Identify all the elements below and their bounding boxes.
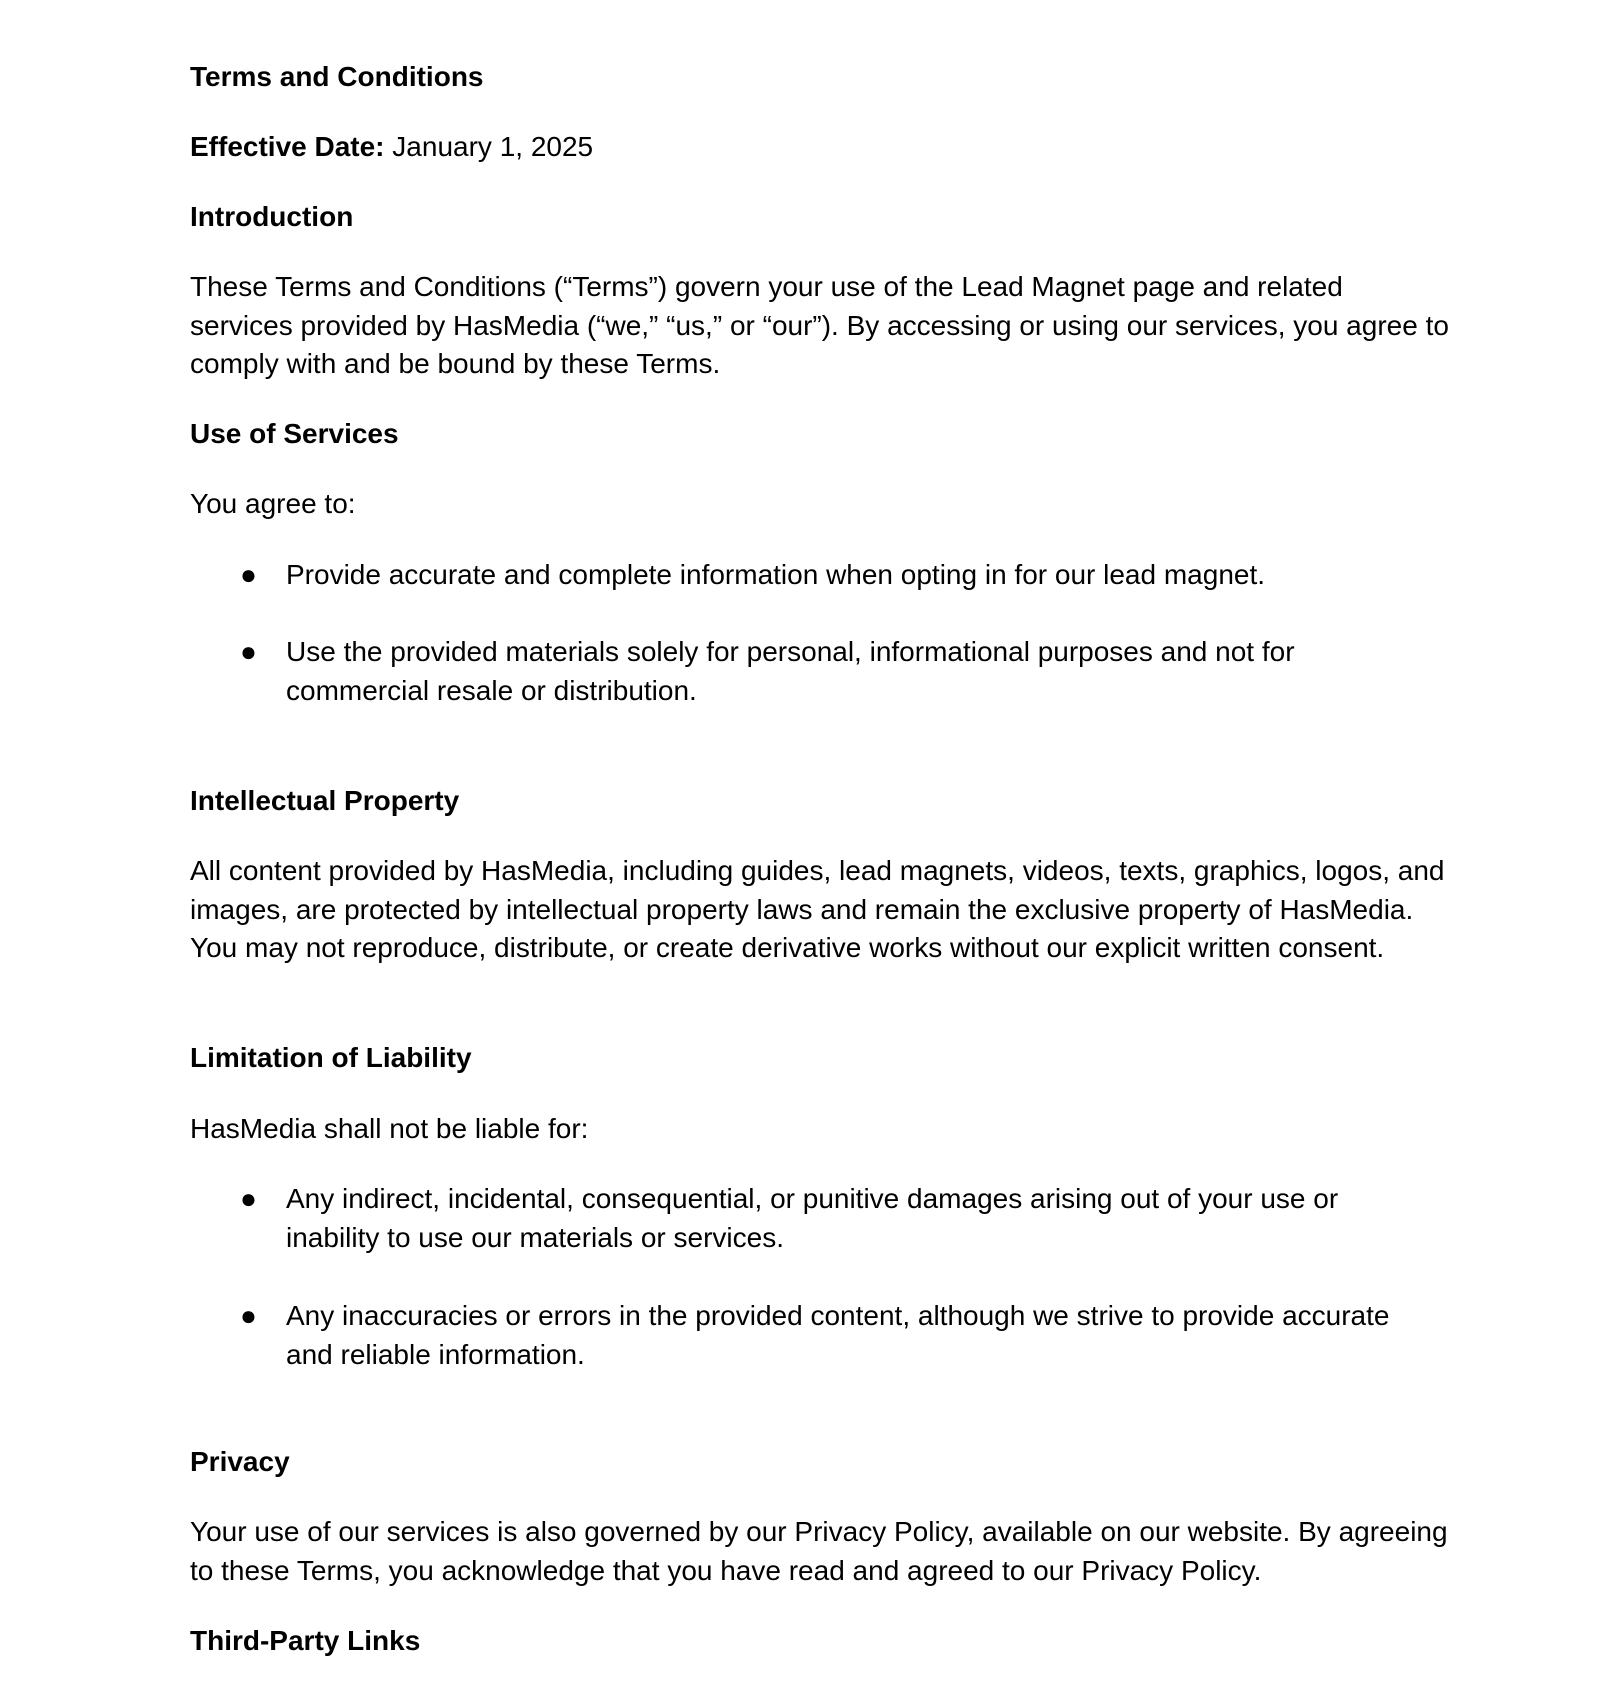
bullet-text: Any inaccuracies or errors in the provided content, although we strive to provide accurate and reliable information. xyxy=(286,1300,1390,1370)
effective-date xyxy=(190,128,1450,167)
bullet-icon: ● xyxy=(240,636,257,667)
intellectual-property-body: All content provided by HasMedia, including guides, lead magnets, videos, texts, graphics, logos, and images, are protected by intellectual property laws and remain the exclusive property of HasMedia. You may not reproduce, distribute, or create derivative works without our explicit written consent. xyxy=(190,855,1445,963)
effective-date-value: January 1, 2025 xyxy=(392,131,594,162)
bullet-icon: ● xyxy=(240,1183,257,1214)
use-of-services-heading: Use of Services xyxy=(190,418,399,449)
introduction-body: These Terms and Conditions (“Terms”) govern your use of the Lead Magnet page and related services provided by HasMedia (“we,” “us,” or “our”). By accessing or using our services, you agree to comply with and be bound by these Terms. xyxy=(190,271,1449,379)
bullet-text: Any indirect, incidental, consequential, or punitive damages arising out of your use or inability to use our materials or services. xyxy=(286,1183,1339,1253)
bullet-icon: ● xyxy=(240,559,257,590)
privacy-body: Your use of our services is also governed by our Privacy Policy, available on our website. By agreeing to these Terms, you acknowledge that you have read and agreed to our Privacy Policy. xyxy=(190,1516,1448,1586)
bullet-icon: ● xyxy=(240,1300,257,1331)
use-of-services-lead: You agree to: xyxy=(190,488,356,519)
intellectual-property-heading: Intellectual Property xyxy=(190,785,460,816)
limitation-of-liability-heading: Limitation of Liability xyxy=(190,1042,472,1073)
document-title: Terms and Conditions xyxy=(190,61,484,92)
third-party-links-heading: Third-Party Links xyxy=(190,1625,421,1656)
bullet-text: Provide accurate and complete information when opting in for our lead magnet. xyxy=(286,559,1266,590)
introduction-heading: Introduction xyxy=(190,201,354,232)
limitation-of-liability-lead: HasMedia shall not be liable for: xyxy=(190,1113,589,1144)
bullet-text: Use the provided materials solely for personal, informational purposes and not for commercial resale or distribution. xyxy=(286,636,1295,706)
effective-date-label: Effective Date: xyxy=(190,131,385,162)
privacy-heading: Privacy xyxy=(190,1446,290,1477)
